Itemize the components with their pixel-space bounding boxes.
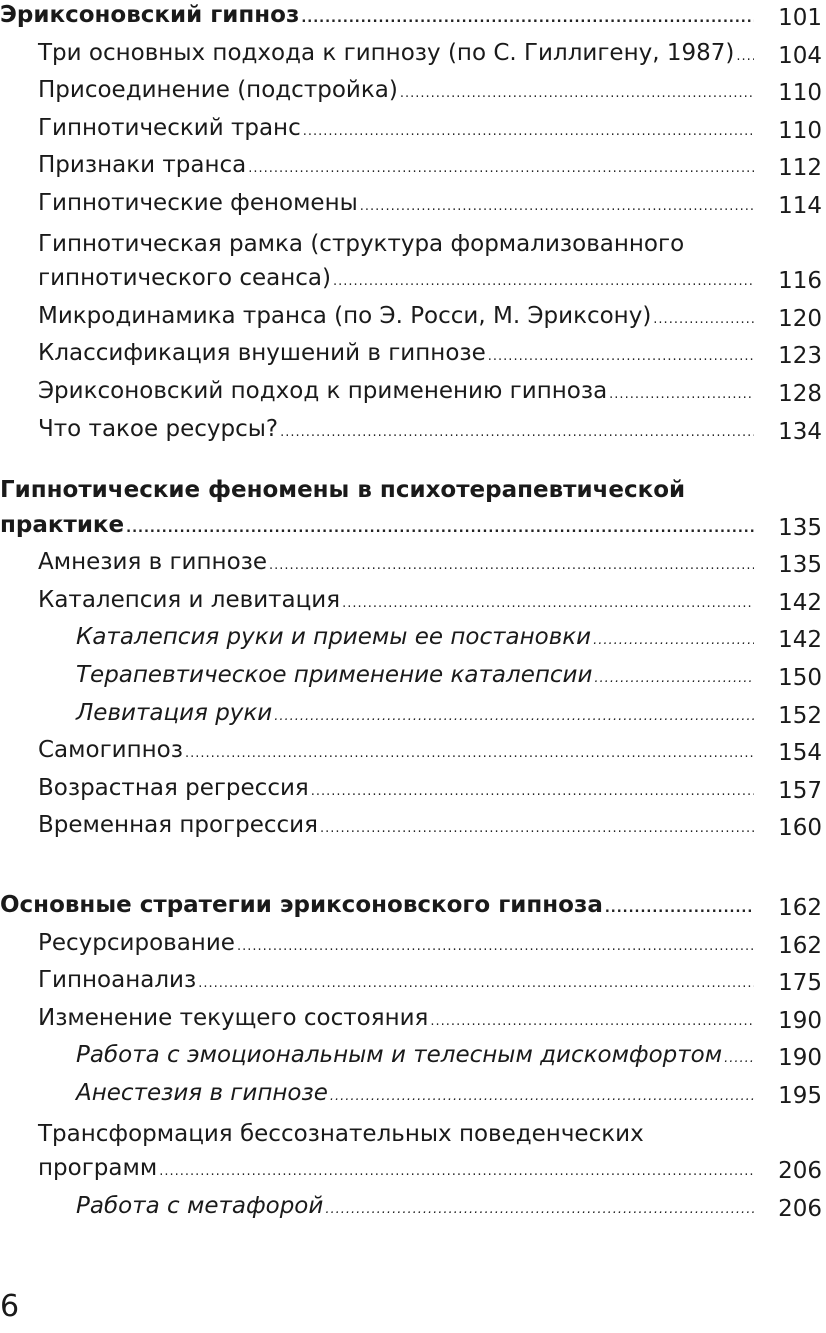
toc-entry[interactable] (0, 810, 826, 848)
toc-entry[interactable] (0, 263, 826, 301)
toc-entry-page: 142 (778, 627, 822, 654)
toc-entry-title: Анестезия в гипнозе (76, 1079, 328, 1106)
toc-entry-page: 110 (778, 80, 822, 107)
toc-entry-title: Основные стратегии эриксоновского гипноза (0, 892, 603, 918)
toc-entry-title: практике (0, 511, 125, 538)
dot-leader (724, 1040, 754, 1078)
dot-leader (126, 510, 754, 548)
toc-entry-title: Гипнотический транс (38, 114, 301, 141)
dot-leader (320, 810, 754, 848)
toc-entry[interactable] (0, 585, 826, 623)
toc-entry-title: Временная прогрессия (38, 812, 318, 839)
toc-entry-line (0, 472, 826, 510)
toc-entry-title: Каталепсия руки и приемы ее постановки (76, 624, 592, 651)
toc-entry-page: 112 (778, 155, 822, 182)
toc-entry-page: 162 (778, 895, 822, 921)
toc-entry-line (0, 1116, 826, 1154)
dot-leader (274, 698, 754, 736)
dot-leader (605, 890, 754, 928)
dot-leader (303, 113, 754, 151)
dot-leader (430, 1003, 754, 1041)
toc-entry-title: Микродинамика транса (по Э. Росси, М. Эриксону) (38, 302, 652, 329)
dot-leader (269, 547, 754, 585)
toc-entry-title: гипнотического сеанса) (38, 265, 331, 292)
dot-leader (248, 150, 754, 188)
toc-entry-title: Гипнотические феномены в психотерапевтической (0, 477, 686, 503)
dot-leader (653, 301, 754, 339)
toc-entry-title: Амнезия в гипнозе (38, 549, 268, 576)
toc-entry-page: 175 (778, 970, 822, 997)
toc-entry-title: Присоединение (подстройка) (38, 77, 398, 104)
dot-leader (400, 75, 754, 113)
toc-entry-page: 101 (778, 5, 822, 31)
toc-entry-title: Гипноанализ (38, 967, 197, 994)
toc-section (0, 472, 826, 848)
dot-leader (185, 735, 754, 773)
toc-entry[interactable] (0, 1040, 826, 1078)
toc-entry[interactable] (0, 1078, 826, 1116)
toc-entry[interactable] (0, 414, 826, 452)
toc-entry[interactable] (0, 376, 826, 414)
toc-entry-page: 120 (778, 305, 822, 332)
toc-entry-page: 157 (778, 777, 822, 804)
toc-entry[interactable] (0, 773, 826, 811)
toc-entry-title: Эриксоновский гипноз (0, 2, 300, 28)
dot-leader (237, 928, 754, 966)
dot-leader (333, 263, 754, 301)
toc-section (0, 0, 826, 451)
toc-entry-page: 206 (778, 1158, 822, 1185)
toc-entry-page: 162 (778, 932, 822, 959)
dot-leader (609, 376, 754, 414)
toc-entry-page: 134 (778, 418, 822, 445)
toc-entry-page: 104 (778, 42, 822, 69)
toc-entry-title: Гипнотическая рамка (структура формализованного (38, 230, 685, 257)
toc-entry[interactable] (0, 698, 826, 736)
toc-entry-title: Три основных подхода к гипнозу (по С. Гиллигену, 1987) (38, 39, 735, 66)
toc-entry[interactable] (0, 1191, 826, 1229)
toc-entry-title: Каталепсия и левитация (38, 586, 341, 613)
dot-leader (594, 660, 754, 698)
toc-entry-title: Возрастная регрессия (38, 774, 309, 801)
dot-leader (311, 773, 754, 811)
toc-entry-title: Терапевтическое применение каталепсии (76, 661, 593, 688)
dot-leader (198, 965, 754, 1003)
toc-entry-page: 190 (778, 1045, 822, 1072)
toc-entry-title: Признаки транса (38, 152, 247, 179)
toc-entry-page: 190 (778, 1007, 822, 1034)
toc-entry-page: 154 (778, 740, 822, 767)
toc-entry[interactable] (0, 735, 826, 773)
toc-entry-page: 206 (778, 1195, 822, 1222)
dot-leader (736, 38, 754, 76)
toc-entry[interactable] (0, 338, 826, 376)
toc-entry[interactable] (0, 622, 826, 660)
toc-entry-page: 150 (778, 664, 822, 691)
dot-leader (342, 585, 754, 623)
page-number: 6 (0, 1289, 20, 1324)
toc-entry-title: Классификация внушений в гипнозе (38, 340, 486, 367)
toc-entry[interactable] (0, 965, 826, 1003)
toc-entry-title: Изменение текущего состояния (38, 1004, 429, 1031)
toc-entry[interactable] (0, 150, 826, 188)
toc-entry-line (0, 226, 826, 264)
toc-entry-page: 152 (778, 702, 822, 729)
dot-leader (280, 414, 754, 452)
toc-entry[interactable] (0, 75, 826, 113)
dot-leader (593, 622, 754, 660)
toc-entry-title: Ресурсирование (38, 929, 235, 956)
toc-entry-title: Работа с метафорой (76, 1192, 324, 1219)
toc-entry[interactable] (0, 38, 826, 76)
dot-leader (159, 1153, 754, 1191)
toc-entry-page: 142 (778, 589, 822, 616)
toc-section (0, 890, 826, 1228)
toc-entry[interactable] (0, 188, 826, 226)
toc-entry-page: 123 (778, 343, 822, 370)
toc-entry-page: 135 (778, 514, 822, 541)
toc-entry-page: 114 (778, 192, 822, 219)
toc-entry[interactable] (0, 0, 826, 38)
toc-entry[interactable] (0, 510, 826, 548)
toc-entry[interactable] (0, 1003, 826, 1041)
toc-entry-page: 128 (778, 380, 822, 407)
toc-entry[interactable] (0, 660, 826, 698)
dot-leader (488, 338, 754, 376)
toc-entry[interactable] (0, 1153, 826, 1191)
toc-entry-page: 116 (778, 268, 822, 295)
toc-entry-title: Что такое ресурсы? (38, 415, 279, 442)
toc-entry-title: Гипнотические феномены (38, 189, 358, 216)
dot-leader (301, 0, 754, 38)
toc-entry-page: 195 (778, 1082, 822, 1109)
toc-entry-title: Трансформация бессознательных поведенческих (38, 1120, 644, 1147)
toc-entry-title: Левитация руки (76, 699, 273, 726)
toc-entry-title: Самогипноз (38, 737, 183, 764)
toc-entry[interactable] (0, 547, 826, 585)
toc-entry-title: программ (38, 1155, 158, 1182)
toc-entry-title: Работа с эмоциональным и телесным дискомфортом (76, 1042, 723, 1069)
dot-leader (360, 188, 754, 226)
toc-entry-title: Эриксоновский подход к применению гипноза (38, 377, 608, 404)
toc-entry[interactable] (0, 301, 826, 339)
toc-entry[interactable] (0, 113, 826, 151)
dot-leader (325, 1191, 754, 1229)
toc-entry-page: 160 (778, 815, 822, 842)
toc-entry[interactable] (0, 928, 826, 966)
toc-entry-page: 110 (778, 117, 822, 144)
toc-entry-page: 135 (778, 552, 822, 579)
dot-leader (330, 1078, 754, 1116)
toc-entry[interactable] (0, 890, 826, 928)
